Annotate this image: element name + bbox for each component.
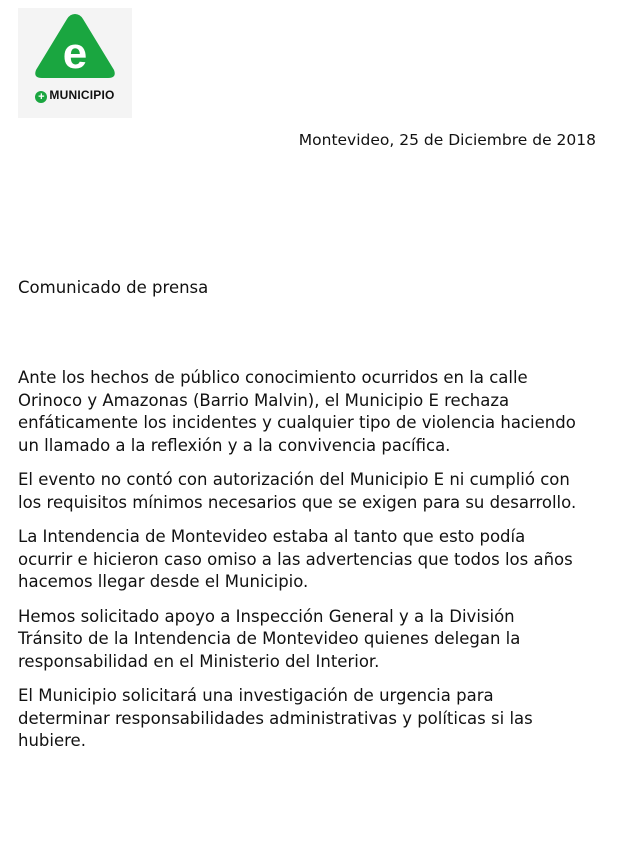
document-body [18, 367, 578, 765]
document-subject: Comunicado de prensa [18, 278, 209, 297]
logo-letter: e [62, 29, 88, 78]
paragraph: El Municipio solicitará una investigación de urgencia para determinar responsabilidades administrativas y políticas si las hubiere. [18, 686, 533, 750]
plus-icon: + [35, 91, 47, 103]
logo-caption [18, 88, 132, 103]
logo-name: MUNICIPIO [49, 88, 115, 102]
paragraph: La Intendencia de Montevideo estaba al tanto que esto podía ocurrir e hicieron caso omiso a las advertencias que todos los años hacemos llegar desde el Municipio. [18, 527, 573, 591]
paragraph: El evento no contó con autorización del Municipio E ni cumplió con los requisitos mínimos necesarios que se exigen para su desarrollo. [18, 470, 577, 512]
paragraph: Hemos solicitado apoyo a Inspección General y a la División Tránsito de la Intendencia de Montevideo quienes delegan la responsabilidad en el Ministerio del Interior. [18, 606, 521, 671]
paragraph: Ante los hechos de público conocimiento ocurridos en la calle Orinoco y Amazonas (Barrio Malvin), el Municipio E rechaza enfáticamente los incidentes y cualquier tipo de violencia haciendo un llamado a la reflexión y a la convivencia pacífica. [18, 368, 576, 455]
municipio-e-logo [18, 8, 132, 118]
document-date: Montevideo, 25 de Diciembre de 2018 [298, 131, 596, 149]
logo-triangle-icon [18, 8, 132, 88]
